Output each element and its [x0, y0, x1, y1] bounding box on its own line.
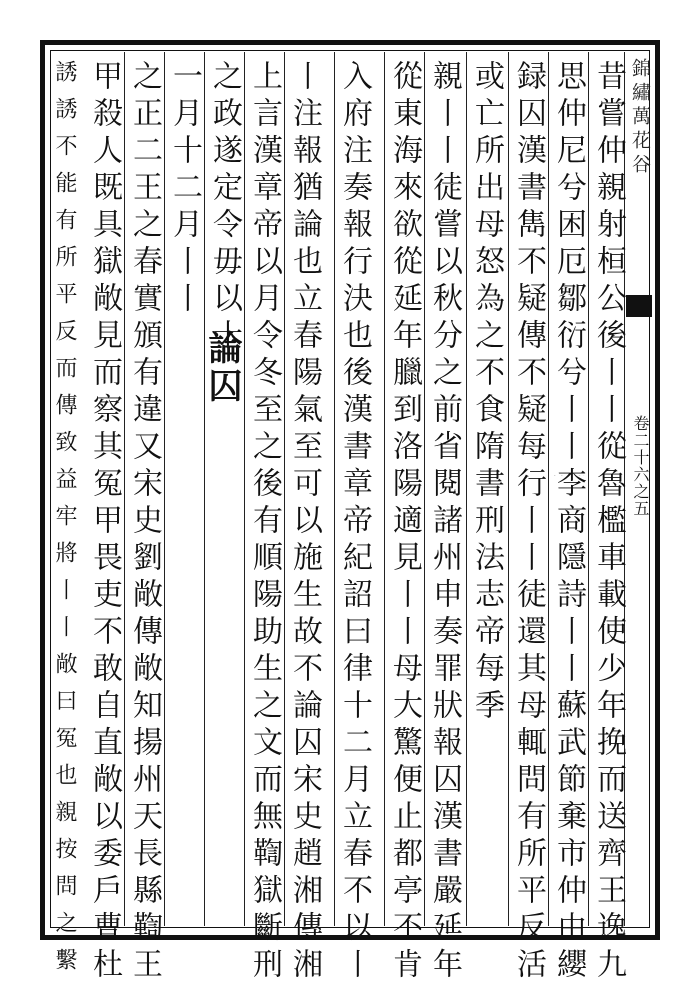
- text-column-5: 親丨丨徒嘗以秋分之前省閱諸州申奏罪狀報囚漢書嚴延年: [427, 60, 462, 985]
- annotation-right: [568, 475, 588, 476]
- text-column-1: 昔嘗仲親射桓公後丨丨從魯檻車載使少年挽而送齊王逸九: [591, 60, 626, 985]
- lun-qiu-text: [246, 410, 284, 425]
- text-column-2: 思仲尼兮困厄鄒衍兮丨丨李商隱詩丨丨蘇武節棄市仲由纓: [551, 60, 586, 985]
- section-marker-lu-qiu: [506, 62, 550, 64]
- section-marker-bao-qiu: [422, 670, 466, 672]
- text-column-9: 上言漢章帝以月令冬至之後有順陽助生之文而無鞫獄斷刑: [247, 60, 282, 985]
- lun-qiu-note: [206, 410, 244, 425]
- margin-volume-label: 卷二十六之五: [631, 415, 650, 517]
- annotation-left: [548, 475, 568, 476]
- text-column-11: 一月十二月丨丨: [167, 60, 202, 319]
- text-column-4: 或亡所出母怒為之不食隋書刑法志帝每季: [469, 60, 504, 726]
- annotation-split: [548, 475, 588, 476]
- fish-tail-mark: [626, 295, 652, 317]
- text-column-3: 録囚漢書雋不疑傳不疑每行丨丨徒還其母輒問有所平反活: [511, 60, 546, 985]
- text-column-6: 從東海來欲從延年臘到洛陽適見丨丨母大驚便止都亭不肯: [387, 60, 422, 985]
- section-marker-lun-qiu: 論囚: [202, 330, 242, 406]
- text-column-8: 丨注報猶論也立春陽氣至可以施生故不論囚宋史趙湘傳湘: [287, 60, 322, 985]
- text-column-10: 之政遂定令毋以十: [207, 60, 242, 356]
- text-column-12: 之正二王之春實頒有違又宋史劉敞傳敞知揚州天長縣鞫王: [127, 60, 162, 985]
- text-column-7: 入府注奏報行決也後漢書章帝紀詔曰律十二月立春不以丨: [337, 60, 372, 985]
- text-column-14: 誘誘不能有所平反而傳致益牢將丨丨敞曰冤也親按問之繫: [52, 60, 77, 985]
- text-column-15: [40, 60, 60, 920]
- text-column-13: 甲殺人既具獄敞見而察其冤甲畏吏不敢自直敞以委戶曹杜: [87, 60, 122, 985]
- margin-book-title: 錦繡萬花谷: [629, 58, 651, 178]
